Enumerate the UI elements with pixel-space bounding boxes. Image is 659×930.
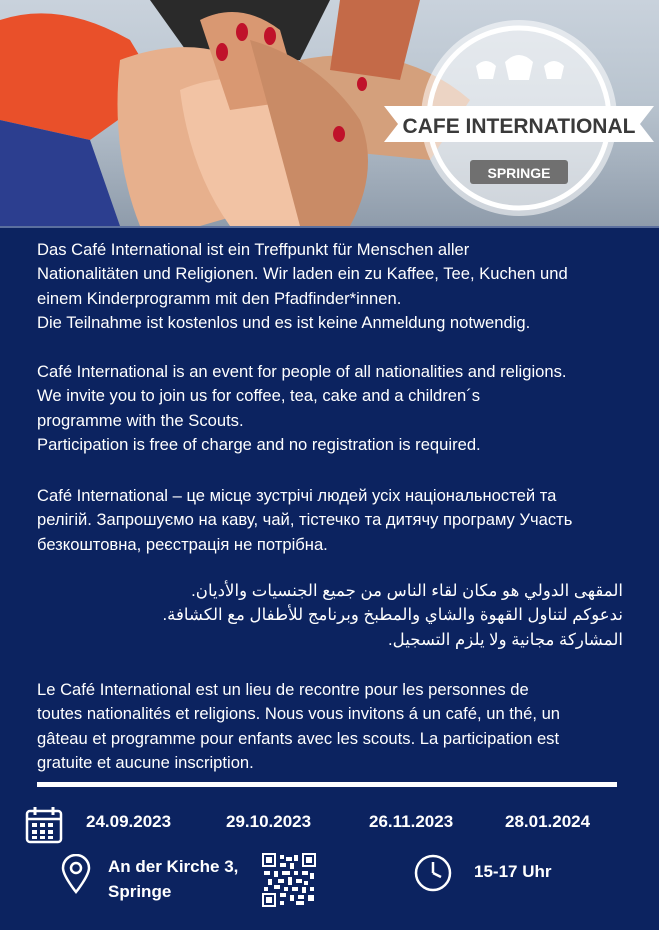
header-photo bbox=[0, 0, 659, 226]
address-city: Springe bbox=[108, 882, 172, 901]
french-paragraph: Le Café International est un lieu de recontre pour les personnes de toutes nationalités et religions. Nous vous invitons á un café, un thé, un gâteau et programme pour enfants avec les scouts. La participation est gratuite et aucune inscription. bbox=[37, 680, 561, 773]
german-paragraph: Das Café International ist ein Treffpunkt für Menschen aller Nationalitäten und Religionen. Wir laden ein zu Kaffee, Tee, Kuchen und einem Kinderprogramm mit den Pfadfinder*innen. Die Teilnahme ist kostenlos und es ist keine Anmeldung notwendig. bbox=[37, 240, 568, 333]
logo-subtitle: SPRINGE bbox=[487, 165, 551, 181]
divider bbox=[37, 782, 617, 787]
ukrainian-paragraph: Café International – це місце зустрічі людей усіх національностей та релігій. Запрошуємо на каву, чай, тістечко та дитячу програму Участь безкоштовна, реєстрація не потрібна. bbox=[37, 486, 573, 554]
location-pin-icon bbox=[60, 854, 92, 899]
clock-icon bbox=[413, 853, 453, 898]
calendar-icon bbox=[25, 806, 63, 849]
qr-code-icon[interactable] bbox=[262, 853, 316, 912]
arabic-paragraph: المقهى الدولي هو مكان لقاء الناس من جميع الجنسيات والأديان. ندعوكم لتناول القهوة والشاي والمطبخ وبرنامج للأطفال مع الكشافة. المشاركة مجانية ولا يلزم التسجيل. bbox=[162, 581, 623, 649]
english-paragraph: Café International is an event for people of all nationalities and religions. We invite you to join us for coffee, tea, cake and a children´s programme with the Scouts. Participation is free of charge and no registration is required. bbox=[37, 362, 567, 455]
hands-photo-illustration bbox=[0, 0, 659, 226]
date-3: 26.11.2023 bbox=[369, 812, 454, 831]
date-4: 28.01.2024 bbox=[505, 812, 591, 831]
date-1: 24.09.2023 bbox=[86, 812, 172, 831]
logo-title: CAFE INTERNATIONAL bbox=[402, 115, 636, 138]
address-street: An der Kirche 3, bbox=[108, 857, 239, 876]
time-range: 15-17 Uhr bbox=[474, 862, 552, 881]
address bbox=[108, 854, 238, 904]
cafe-international-logo bbox=[384, 20, 654, 216]
date-2: 29.10.2023 bbox=[226, 812, 312, 831]
